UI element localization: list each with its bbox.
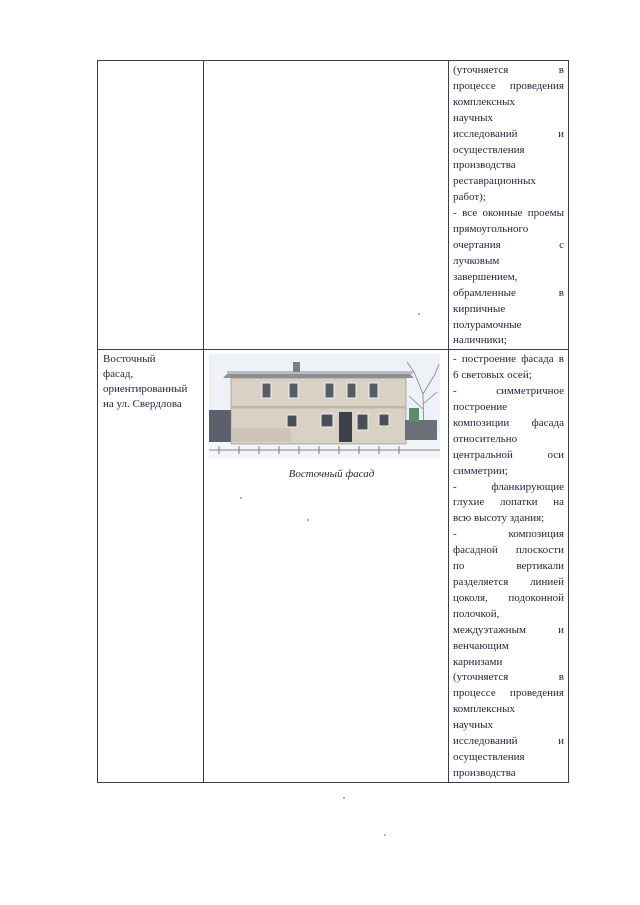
description-line: реставрационных [453,175,536,188]
description-line: карнизами [453,655,503,668]
row2-label-cell [98,350,204,782]
description-line: всю высоту здания; [453,512,545,525]
facade-label [98,350,203,412]
description-line: производства [453,159,516,172]
row1-photo-cell [204,61,449,350]
description-line: венчающим [453,639,509,652]
description-line: осуществления [453,750,525,763]
description-line: работ); [453,191,486,204]
description-line: разделяется линией [453,576,564,588]
row1-description [449,61,568,349]
description-line: кирпичные [453,302,506,315]
label-line: ориентированный [103,383,188,396]
description-line: междуэтажным и [453,623,564,636]
scan-speck [240,497,242,499]
description-line: очертания с [453,238,564,251]
scan-speck [418,313,420,315]
row2-photo-cell [204,350,449,782]
description-line: цоколя, подоконной [453,591,564,604]
photo-caption: Восточный фасад [288,468,375,481]
description-line: исследований и [453,735,564,748]
description-line: производства [453,766,516,779]
description-line: - симметричное [453,385,564,398]
description-line: построение [453,401,508,414]
description-line: комплексных [453,703,516,716]
description-line: научных [453,719,494,732]
description-line: фасадной плоскости [453,544,564,557]
description-line: процессе проведения [453,687,564,700]
row1-description-cell [449,61,569,350]
description-line: наличники; [453,334,507,347]
specification-table [97,60,569,783]
description-line: - построение фасада в [453,353,564,366]
label-line: Восточный [103,353,156,366]
row2-description-cell [449,350,569,782]
description-line: - композиция [453,528,564,541]
scan-speck [343,797,345,799]
description-line: научных [453,111,494,124]
scan-speck [307,519,309,521]
description-line: 6 световых осей; [453,369,532,382]
facade-photo [209,354,440,459]
description-line: (уточняется в [453,671,564,684]
description-line: полурамочные [453,318,522,331]
description-line: комплексных [453,95,516,108]
label-line: на ул. Свердлова [103,398,182,411]
description-line: композиции фасада [453,416,564,429]
table-row [98,350,569,782]
description-line: прямоугольного [453,223,529,236]
description-line: обрамленные в [453,286,564,299]
description-line: - фланкирующие [453,480,564,493]
description-line: завершением, [453,270,518,283]
label-line: фасад, [103,368,134,381]
scan-speck [384,834,386,836]
description-line: лучковым [453,254,500,267]
description-line: глухие лопатки на [453,496,564,509]
table-row [98,61,569,350]
description-line: полочкой, [453,607,500,620]
description-line: относительно [453,432,518,445]
building-illustration [209,354,440,459]
row1-label-cell [98,61,204,350]
description-line: по вертикали [453,560,564,573]
description-line: осуществления [453,143,525,156]
row2-description [449,350,568,781]
description-line: процессе проведения [453,79,564,92]
description-line: исследований и [453,127,564,140]
description-line: центральной оси [453,448,564,461]
description-line: симметрии; [453,464,508,477]
description-line: - все оконные проемы [453,207,564,220]
description-line: (уточняется в [453,64,564,76]
